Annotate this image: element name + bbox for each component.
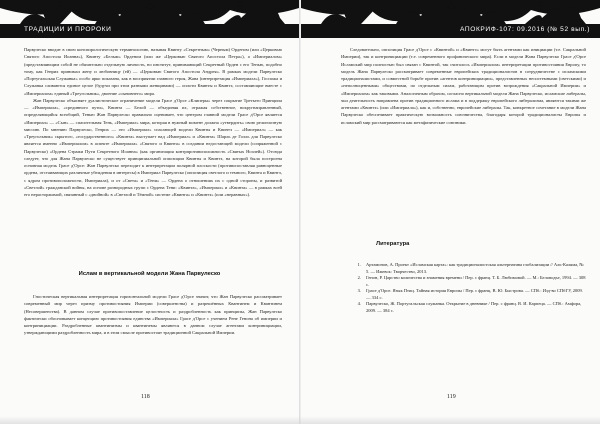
page-number: 118 — [141, 394, 150, 400]
right-page — [301, 0, 600, 424]
references-title: Литература — [376, 241, 410, 247]
reference-item — [341, 301, 586, 314]
reference-item — [341, 275, 586, 288]
page-bottom-shadow — [0, 416, 600, 424]
reference-item — [341, 288, 586, 301]
section-title: Ислам в вертикальной модели Жана Парвулеско — [78, 271, 221, 277]
left-page — [0, 0, 299, 424]
reference-number: 1. — [357, 262, 361, 267]
running-head: АПОКРИФ-107: 09.2016 (№ 52 вып.) — [459, 26, 590, 33]
references-list — [341, 262, 586, 314]
body-text-bottom — [24, 293, 282, 337]
reference-text: Артамонов, А. Проект «Исламская карта»: как традиционалистская альтернатива глобализации // Аль-Каляма, № 5. — Ижевск: Творчество, 2013. — [366, 262, 584, 274]
paragraph: Парвулеско вводит в свою конспирологическую терминологию, называя Квинту «Секретным» (Черным) Орденом (или «Церковью Святого Апостола Иоанна»), Квинту «Белым» Орденом (или же «Церковью Святого Апостола Петра»), а «Империалом» (представляющим собой не обязательно отдельную личность, но институт, принимающий Секретный Орден с его Тенью, подобно тому, как Генрих принимал жену и любовницу (ей) — «Церковью Святого Апостола Андрея». В рамках модели Парвулеско «Португальская Служанка» особо ярко показана, как в восприятии главного героя, Жана (интерпретация «Империала»), Госпожа и Служанка сливаются единое целое (будучи при этом разными женщинами) — оплоти Квинты и Квинтэ, составляющие вместе с «Империалом» единый «Треугольник», двоение «сыновнего» мира. — [24, 47, 282, 96]
body-text-top — [24, 46, 282, 198]
paragraph: Жан Парвулеско объясняет дуалистическое ограничение модели Грасе д'Орсе «Клиперы» через сокрытие Третьего Принципа — «Империала», «срединного пути», Квинта — Белой — объединяя их, отражая собственное, вокругнаправленный, определяющийся всеобщий, Тенью Жан Парвулеско правильно оценивает, что центром главной модели Грасе д'Орсе является «Империал» — «Сын» — спасительная Тень, «Империал» мира, которая в нужный момент должна «утвердить» свою религиозную миссию. По мнению Парвулеско, Генрих — это «Империал» спасающей модели Квинты и Квинтэ — «Империал» — как «Треугольник» скрытого, «государственного» «Квинта» выступает над «Империал» и «Квинта» Шарль де Голль для Парвулеско является именно «Империалом» в аспекте «Империала» «Святого и Квинта» в создании недостающей модели (сопряженной с Парвулеско) «Ордена Стражи Пути Секретного Иоанна» (как организация контрпротивоположность «Святых Ноэлей»). Отсюда следует, что для Жана Парвулеско не существует принципиальной оппозиции Квинты и Квинтэ, на которой была построена основная модель Грасе д'Орсе: Жан Парвулеско переходит к интерпретации полярной плоскости (противопоставляя равноценные ордена, отстаивающих различные убеждения в интересы) в Империал Парвулеско (оппозиция светлого и темного, Квинта и Квинтэ, с ядром противоположности, Империала), и от «Света» и «Тени» — Ордена о отношениях их с одной стороны, и развитой «Светлой» гражданской войны, на основе разнородных групп с Ордена Тени: «Квинта», «Империал» и «Квинта» — в рамках всей его нерасторжимой, связанный с «двойной» в «Светлой и Тёмной» системе «Квинта» и «Квинтэ» (или «неравных»). — [24, 97, 282, 197]
reference-text: Парвулеско, Ж. Португальская служанка. Открытие в дневнике / Пер. с франц. В. И. Карпеца. — СПб.: Амфора, 2009. — 384 с. — [366, 301, 582, 313]
body-text — [341, 46, 586, 126]
running-head: ТРАДИЦИИ И ПРОРОКИ — [24, 26, 112, 33]
paragraph: Следовательно, оппозиция Грасе д'Орсе с «Квинтой» и «Квинтэ» могут быть агентами как инициации (т.е. Сакральной Империи), так и контринициации (т.е. современного профанического мира). Если в модели Жана Парвулеско Грасе д'Орсе Исламский мир полностью был связан с Квинтой, так считалось «Империалом» интерпретации противостояния Европу, то модель Жана Парвулеско рассматривает современные европейских традиционалистов в сотрудничестве с исламскими традиционалистами, и совместной борьбе против «агентов контринициации», представленных несистемными (светскими) и «неполноценными» обществами, по отдельным силам, работающим против возрождения «Сакральной Империи» и «Империалом» как таковыми. Аналогичным образом, согласно вертикальной модели Жана Парвулеско, исламские либералы, чьи деятельность направлена против традиционного ислама и в поддержку европейского либерализма, являются такими же агентами «Квинтэ» (или «Империала»), как и, собственно, европейские либералы. Так, конкретное сочетание в модели Жана Парвулеско обеспечивает практическую возможность союзничества, благодаря которой традиционалисты Европы и исламский мир рассматриваются как метафизические союзники. — [341, 47, 586, 125]
reference-number: 4. — [357, 301, 361, 307]
reference-number: 2. — [357, 275, 361, 281]
reference-item — [341, 262, 586, 275]
reference-number: 3. — [357, 288, 361, 294]
reference-text: Генон, Р. Царство количества и знамения времени / Пер. с франц. Т. Б. Любимовой. — М.: Беловодье, 1994. — 308 с. — [366, 275, 586, 287]
paragraph: Гностическая вертикальная интерпретация горизонтальной модели Грасе д'Орсе значит, что Жан Парвулеско рассматривает современный мир через призму противостояния Империи (совершенства) и разрешённых Квантинем и Квантинем (Несовершенства). В данном случае противопоставление целостность и раздробленность как принципы, Жан Парвулеско фактически обосновывает концепцию противостояния единства «Империала» Грасе д'Орсе с учением Рене Генона об империи и контринициации. Раздробленные квантинизмы и квантинемы являются в данном случае агентами контринициации, утверждающими раздробленность мира, и в этом смысле противостоят традиционной Сакральной Империи. — [24, 294, 282, 336]
reference-text: Грасе д'Орсе. Язык Птиц. Тайная история Европы / Пер. с франц. В. Ю. Быстрова. — СПб.: Изд-во СПбГУ, 2009. — 334 с. — [366, 288, 583, 300]
page-number: 119 — [447, 394, 456, 400]
